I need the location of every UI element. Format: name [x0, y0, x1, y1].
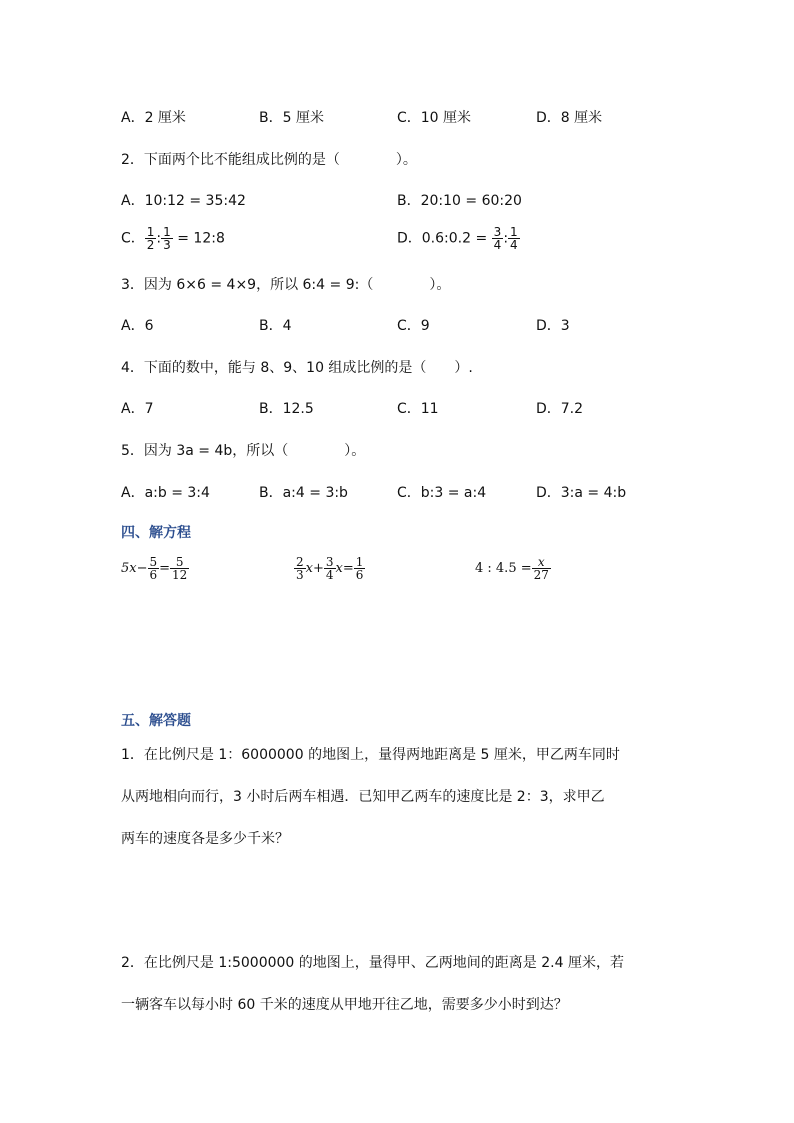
- q2-d-fraction-2: [508, 226, 520, 251]
- q3-option-c: C．9: [397, 318, 430, 334]
- q3-option-a: A．6: [121, 318, 154, 334]
- q2-d-f2-num: 1: [510, 225, 518, 239]
- eq2-mid: x+: [305, 561, 324, 576]
- eq2-fraction-3: [354, 556, 366, 581]
- section5-title: 五、解答题: [121, 713, 191, 729]
- q5-option-b: B．a:4 = 3:b: [259, 485, 348, 501]
- q1-option-b: B．5 厘米: [259, 110, 324, 126]
- eq2-mid2: x=: [335, 561, 354, 576]
- eq3-f-den: 27: [533, 568, 549, 582]
- q2-option-a: A．10:12 = 35:42: [121, 193, 246, 209]
- q1-option-a: A．2 厘米: [121, 110, 186, 126]
- q4-option-d: D．7.2: [536, 401, 584, 417]
- q5-stem: 5．因为 3a = 4b，所以（ ）。: [121, 443, 366, 459]
- q5-option-d: D．3:a = 4:b: [536, 485, 627, 501]
- q2-c-suffix: = 12:8: [172, 230, 225, 247]
- q4-option-c: C．11: [397, 401, 439, 417]
- q2-d-fraction-1: [492, 226, 504, 251]
- q2-c-f2-den: 3: [163, 238, 171, 252]
- problem1-line-3: 两车的速度各是多少千米？: [121, 831, 289, 847]
- problem2-line-1: 2．在比例尺是 1:5000000 的地图上，量得甲、乙两地间的距离是 2.4 厘米，若: [121, 955, 624, 971]
- q2-stem: 2．下面两个比不能组成比例的是（ ）。: [121, 152, 417, 168]
- q2-d-prefix: D．0.6:0.2 =: [397, 230, 492, 247]
- eq1-lead: 5x−: [121, 561, 148, 576]
- eq1-fraction-2: [170, 556, 189, 581]
- equation-2: [294, 556, 365, 581]
- eq3-lead: 4 : 4.5 =: [475, 561, 532, 576]
- eq2-fraction-2: [324, 556, 336, 581]
- eq1-f1-num: 5: [149, 555, 158, 569]
- eq2-f2-den: 4: [325, 568, 334, 582]
- eq1-f2-den: 12: [172, 568, 188, 582]
- q3-option-d: D．3: [536, 318, 570, 334]
- eq2-fraction-1: [294, 556, 306, 581]
- eq1-f2-num: 5: [175, 555, 184, 569]
- q2-d-f1-num: 3: [493, 225, 502, 239]
- q1-option-d: D．8 厘米: [536, 110, 603, 126]
- equation-3: [475, 556, 551, 581]
- problem1-line-1: 1．在比例尺是 1：6000000 的地图上，量得两地距离是 5 厘米，甲乙两车同时: [121, 747, 620, 763]
- q2-c-fraction-2: [161, 226, 173, 251]
- q4-stem: 4．下面的数中，能与 8、9、10 组成比例的是（ ）.: [121, 360, 473, 376]
- q2-option-b: B．20:10 = 60:20: [397, 193, 522, 209]
- q2-c-prefix: C．: [121, 230, 145, 247]
- section4-title: 四、解方程: [121, 525, 191, 541]
- q2-c-f1-den: 2: [146, 238, 155, 252]
- q1-option-c: C．10 厘米: [397, 110, 472, 126]
- q3-option-b: B．4: [259, 318, 292, 334]
- eq2-f3-den: 6: [355, 568, 364, 582]
- eq1-fraction-1: [148, 556, 160, 581]
- problem1-line-2: 从两地相向而行，3 小时后两车相遇．已知甲乙两车的速度比是 2：3，求甲乙: [121, 789, 605, 805]
- eq1-f1-den: 6: [149, 568, 158, 582]
- equation-1: [121, 556, 189, 581]
- problem2-line-2: 一辆客车以每小时 60 千米的速度从甲地开往乙地，需要多少小时到达？: [121, 997, 568, 1013]
- q5-option-a: A．a:b = 3:4: [121, 485, 210, 501]
- eq2-f2-num: 3: [325, 555, 334, 569]
- eq3-f-num: x: [537, 555, 545, 569]
- q2-c-f2-num: 1: [163, 225, 171, 239]
- q4-option-a: A．7: [121, 401, 154, 417]
- q2-option-d: D．0.6:0.2 = $\frac{3}{4}$ : $\frac{1}{4}$: [397, 225, 518, 252]
- q4-option-b: B．12.5: [259, 401, 314, 417]
- q2-d-f1-den: 4: [493, 238, 502, 252]
- eq2-f1-den: 3: [296, 568, 304, 582]
- eq2-f3-num: 1: [355, 555, 364, 569]
- q2-d-f2-den: 4: [510, 238, 518, 252]
- eq3-fraction: [532, 556, 551, 581]
- q2-option-c: C． $\frac{1}{2}$ : $\frac{1}{3}$ = 12:8: [121, 225, 225, 252]
- q2-c-fraction-1: [145, 226, 157, 251]
- q5-option-c: C．b:3 = a:4: [397, 485, 487, 501]
- eq1-equals: =: [159, 561, 171, 576]
- q3-stem: 3．因为 6×6 = 4×9，所以 6:4 = 9:（ ）。: [121, 277, 451, 293]
- eq2-f1-num: 2: [296, 555, 304, 569]
- q2-c-f1-num: 1: [146, 225, 155, 239]
